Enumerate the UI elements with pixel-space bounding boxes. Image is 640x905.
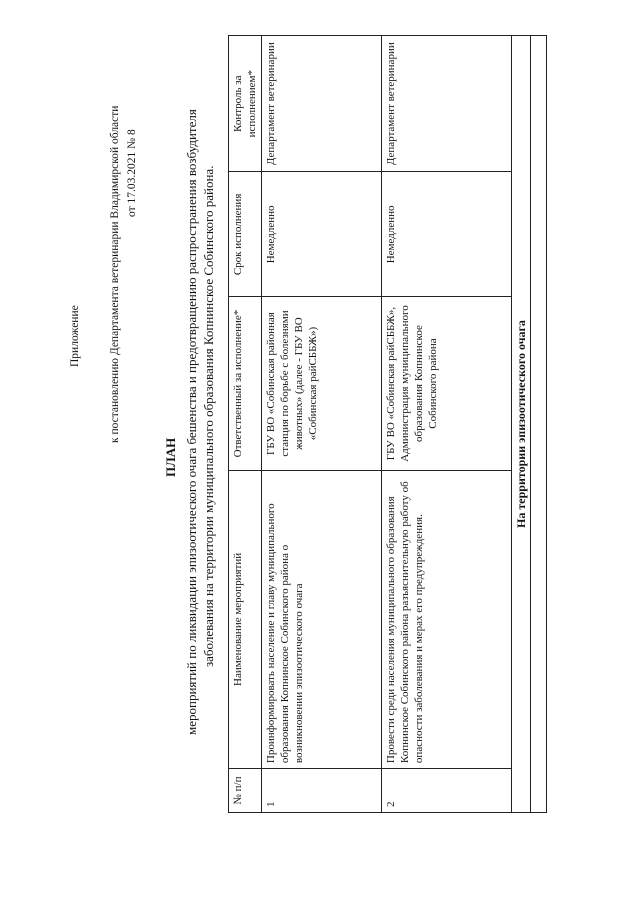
table-header-row bbox=[229, 36, 262, 813]
row-measure: Провести среди населения муниципального образования Копнинское Собинского района разъяснительную работу об опасности заболевания и мерах его предупреждения. bbox=[382, 470, 512, 768]
row-number: 1 bbox=[262, 769, 382, 813]
empty-cell bbox=[531, 36, 547, 813]
header-number: № п/п bbox=[229, 769, 262, 813]
row-control: Департамент ветеринарии bbox=[262, 36, 382, 172]
decree-date: от 17.03.2021 № 8 bbox=[126, 129, 138, 217]
header-deadline: Срок исполнения bbox=[229, 172, 262, 297]
appendix-label: Приложение bbox=[69, 305, 81, 367]
plan-subtitle-line1: мероприятий по ликвидации эпизоотического очага бешенства и предотвращению распространения возбудителя bbox=[184, 109, 199, 735]
header-responsible: Ответственный за исполнение* bbox=[229, 297, 262, 470]
plan-title: ПЛАН bbox=[163, 437, 178, 477]
section-heading: На территории эпизоотического очага bbox=[512, 36, 531, 813]
table-row bbox=[382, 36, 512, 813]
plan-table bbox=[228, 35, 547, 813]
section-row bbox=[512, 36, 531, 813]
row-measure: Проинформировать население и главу муниципального образования Копнинское Собинского района о возникновении эпизоотического очага bbox=[262, 470, 382, 768]
row-number: 2 bbox=[382, 769, 512, 813]
header-control: Контроль за исполнением* bbox=[229, 36, 262, 172]
plan-subtitle-line2: заболевания на территории муниципального образования Копнинское Собинского района. bbox=[201, 165, 216, 667]
row-responsible: ГБУ ВО «Собинская райСББЖ», Администрация муниципального образования Копнинское Собинского района bbox=[382, 297, 512, 470]
table-row-empty bbox=[531, 36, 547, 813]
decree-reference: к постановлению Департамента ветеринарии Владимирской области bbox=[109, 105, 121, 443]
row-responsible: ГБУ ВО «Собинская районная станция по борьбе с болезнями животных» (далее - ГБУ ВО «Собинская райСББЖ») bbox=[262, 297, 382, 470]
row-deadline: Немедленно bbox=[262, 172, 382, 297]
row-control: Департамент ветеринарии bbox=[382, 36, 512, 172]
header-measures: Наименование мероприятий bbox=[229, 470, 262, 768]
row-deadline: Немедленно bbox=[382, 172, 512, 297]
table-row bbox=[262, 36, 382, 813]
